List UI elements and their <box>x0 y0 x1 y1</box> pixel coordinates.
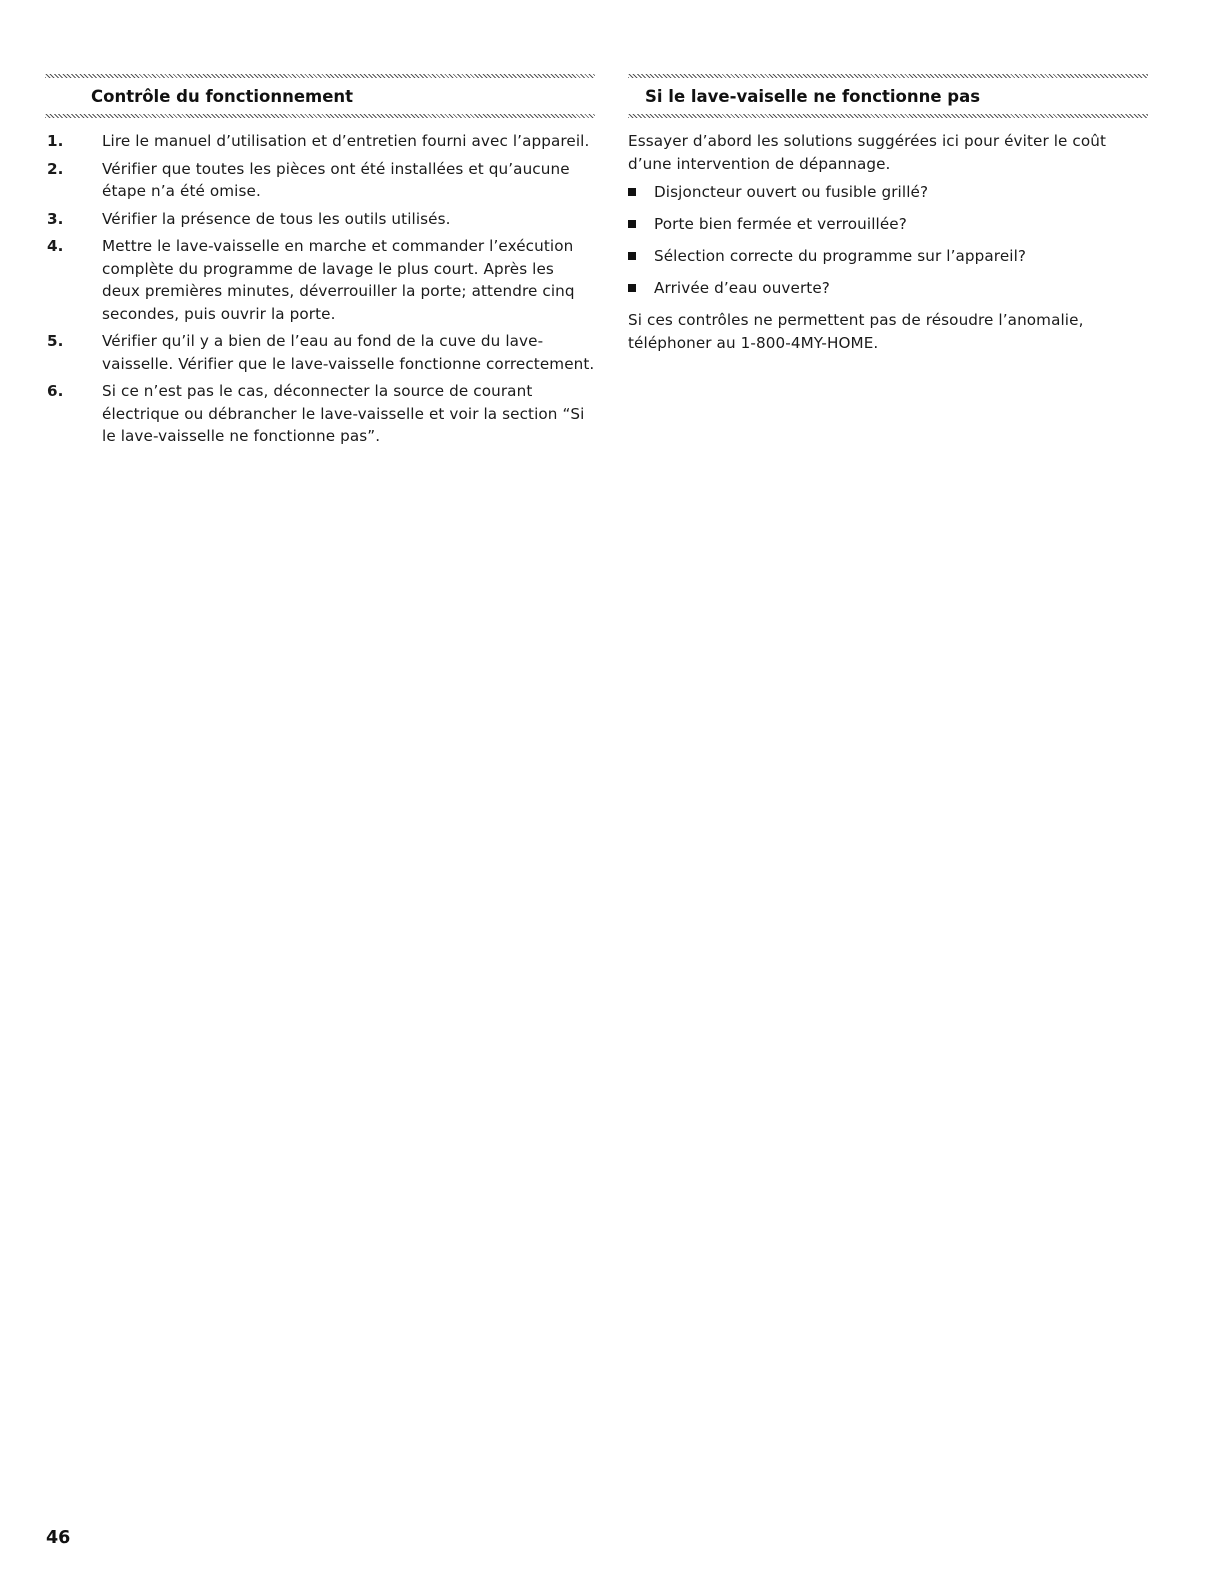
check-item <box>628 277 1148 300</box>
steps-list <box>45 130 595 448</box>
section-header-depannage <box>628 70 1148 116</box>
check-text: Sélection correcte du programme sur l’appareil? <box>654 247 1027 265</box>
closing-paragraph: Si ces contrôles ne permettent pas de résoudre l’anomalie, téléphoner au 1-800-4MY-HOME. <box>628 311 1084 352</box>
step-text: Si ce n’est pas le cas, déconnecter la source de courant électrique ou débrancher le lave-vaisselle et voir la section “Si le lave-vaisselle ne fonctionne pas”. <box>102 382 585 445</box>
step-number: 3. <box>47 209 64 228</box>
step-item <box>45 130 595 153</box>
step-item <box>45 158 595 203</box>
right-column <box>628 70 1148 354</box>
step-number: 4. <box>47 237 64 255</box>
section-title-depannage: Si le lave-vaiselle ne fonctionne pas <box>645 87 981 106</box>
check-item <box>628 245 1148 268</box>
step-item <box>45 330 595 375</box>
step-item <box>45 380 595 448</box>
square-bullet-icon <box>628 252 636 260</box>
header-rule-bottom <box>628 114 1148 118</box>
checks-list <box>628 181 1148 300</box>
step-item <box>45 208 595 231</box>
step-text: Mettre le lave-vaisselle en marche et commander l’exécution complète du programme de lavage le plus court. Après les deux premières minutes, déverrouiller la porte; attendre cinq secondes, puis ouvrir la porte. <box>102 237 575 323</box>
check-item <box>628 181 1148 204</box>
left-column <box>45 70 595 453</box>
check-text: Disjoncteur ouvert ou fusible grillé? <box>654 183 929 201</box>
header-rule-top <box>45 74 595 78</box>
check-text: Porte bien fermée et verrouillée? <box>654 215 907 233</box>
step-number: 1. <box>47 132 64 150</box>
page-number: 46 <box>46 1528 71 1548</box>
step-text: Vérifier qu’il y a bien de l’eau au fond de la cuve du lave-vaisselle. Vérifier que le lave-vaisselle fonctionne correctement. <box>102 332 595 373</box>
step-text: Lire le manuel d’utilisation et d’entretien fourni avec l’appareil. <box>102 132 590 150</box>
step-text: Vérifier la présence de tous les outils utilisés. <box>102 209 451 228</box>
check-item <box>628 213 1148 236</box>
intro-paragraph: Essayer d’abord les solutions suggérées ici pour éviter le coût d’une intervention de dépannage. <box>628 132 1107 173</box>
step-item <box>45 235 595 325</box>
section-title-controle: Contrôle du fonctionnement <box>91 87 354 106</box>
square-bullet-icon <box>628 188 636 196</box>
header-rule-top <box>628 74 1148 78</box>
square-bullet-icon <box>628 220 636 228</box>
step-number: 6. <box>47 382 64 400</box>
step-number: 5. <box>47 332 64 350</box>
step-number: 2. <box>47 159 64 178</box>
header-rule-bottom <box>45 114 595 118</box>
square-bullet-icon <box>628 284 636 292</box>
step-text: Vérifier que toutes les pièces ont été installées et qu’aucune étape n’a été omise. <box>102 159 570 200</box>
section-header-controle <box>45 70 595 116</box>
check-text: Arrivée d’eau ouverte? <box>654 279 830 297</box>
